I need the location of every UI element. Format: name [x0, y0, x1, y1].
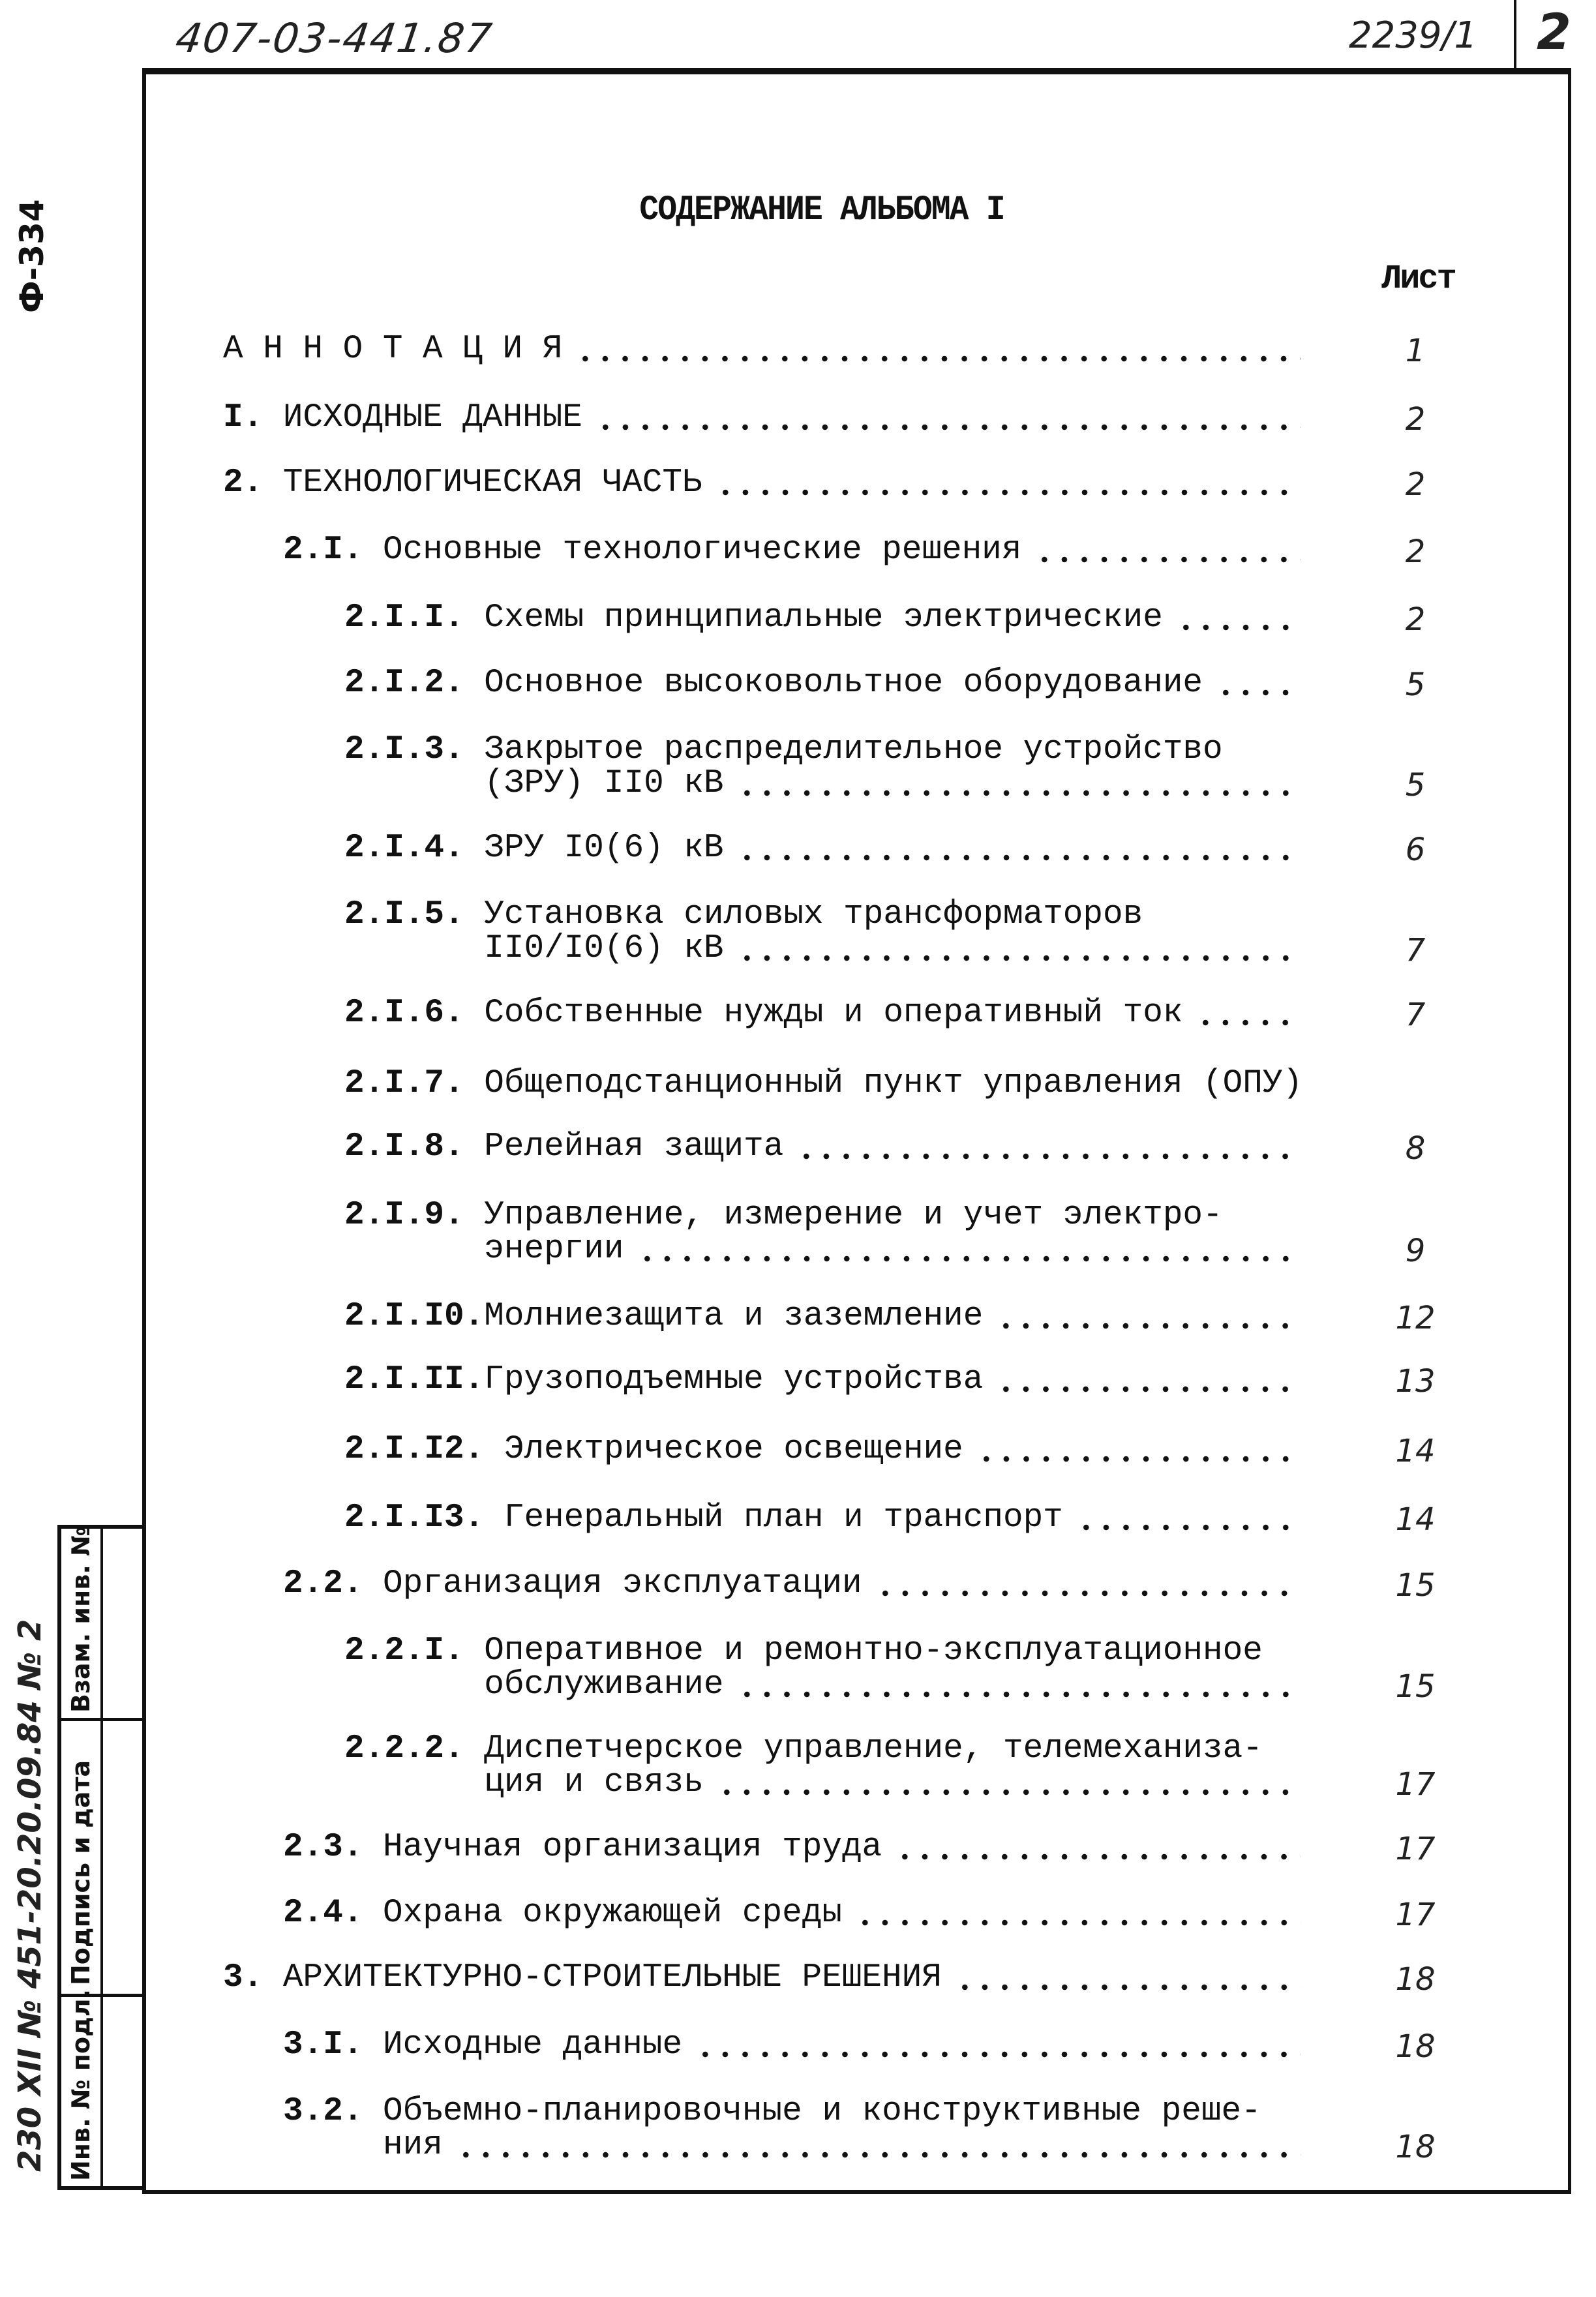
dot-leader: [695, 2050, 1301, 2058]
entry-number: I.: [223, 399, 283, 436]
entry-title: Основные технологические решения: [383, 532, 1022, 569]
dot-leader: [737, 1690, 1301, 1698]
entry-title: Релейная защита: [484, 1128, 784, 1165]
entry-number: 2.I.I.: [344, 599, 485, 637]
entry-page-number: 15: [1395, 1668, 1436, 1705]
toc-entry: [344, 1199, 1301, 1267]
dot-leader: [575, 355, 1301, 363]
entry-title: Оперативное и ремонтно-эксплуатационное: [484, 1632, 1263, 1670]
entry-title: Объемно-планировочные и конструктивные реше-: [383, 2093, 1261, 2130]
dot-leader: [1076, 1524, 1301, 1531]
entry-title: Организация эксплуатации: [383, 1565, 862, 1602]
document-code: 407-03-441.87: [172, 14, 496, 62]
entry-page-number: 2: [1405, 533, 1426, 570]
entry-page-number: 5: [1405, 767, 1426, 803]
toc-entry: [344, 1501, 1301, 1535]
entry-title: АРХИТЕКТУРНО-СТРОИТЕЛЬНЫЕ РЕШЕНИЯ: [282, 1959, 942, 1996]
entry-title: Научная организация труда: [383, 1829, 882, 1866]
entry-title: Охрана окружающей среды: [383, 1895, 842, 1932]
dot-leader: [737, 789, 1301, 797]
entry-page-number: 12: [1395, 1300, 1436, 1336]
toc-entry: [344, 832, 1301, 865]
toc-entry: [283, 533, 1301, 567]
toc-entry: [344, 1433, 1301, 1467]
entry-number: 2.I.: [283, 532, 384, 569]
toc-entry: [223, 1961, 1301, 1995]
dot-leader: [595, 423, 1301, 431]
toc-entry: [223, 466, 1301, 500]
entry-title: Собственные нужды и оперативный ток: [484, 995, 1183, 1032]
dot-leader: [996, 1322, 1301, 1330]
dot-leader: [796, 1152, 1301, 1160]
dot-leader: [1216, 689, 1301, 697]
entry-title: Управление, измерение и учет электро-: [484, 1197, 1223, 1234]
handwritten-note: 230 XII № 451-20.20.09.84 № 2: [12, 1619, 48, 2172]
entry-title: Основное высоковольтное оборудование: [484, 665, 1203, 702]
entry-page-number: 14: [1395, 1501, 1436, 1538]
dot-leader: [456, 2151, 1301, 2159]
entry-title: Диспетчерское управление, телемеханиза-: [484, 1730, 1263, 1767]
entry-title: II0/I0(6) кВ: [484, 930, 724, 967]
toc-entry: [344, 898, 1301, 966]
entry-title: Молниезащита и заземление: [484, 1298, 984, 1335]
entry-number: 2.I.8.: [344, 1128, 485, 1165]
stamp-label-signature: Подпись и дата: [67, 1760, 95, 1985]
entry-page-number: 7: [1405, 997, 1426, 1033]
entry-page-number: 18: [1395, 2028, 1436, 2065]
entry-number: 2.: [223, 464, 283, 502]
dot-leader: [895, 1853, 1301, 1861]
dot-leader: [737, 854, 1301, 862]
toc-entry: [344, 1300, 1301, 1334]
header-divider: [1514, 0, 1516, 68]
entry-page-number: 7: [1405, 932, 1426, 968]
toc-entry: [223, 333, 1301, 367]
entry-title: А Н Н О Т А Ц И Я: [223, 331, 563, 368]
entry-number: 2.3.: [283, 1829, 384, 1866]
entry-number: 2.I.I0.: [344, 1298, 485, 1335]
entry-number: 2.I.6.: [344, 995, 485, 1032]
entry-number: 2.I.I3.: [344, 1499, 504, 1537]
entry-title: Общеподстанционный пункт управления (ОПУ): [484, 1065, 1303, 1102]
entry-number: 2.I.4.: [344, 830, 485, 867]
dot-leader: [996, 1385, 1301, 1393]
entry-number: 2.I.2.: [344, 665, 485, 702]
entry-number: 2.2.2.: [344, 1730, 485, 1767]
entry-title: ция и связь: [484, 1764, 704, 1801]
entry-number: 2.2.: [283, 1565, 384, 1602]
entry-page-number: 14: [1395, 1433, 1436, 1469]
toc-entry: [283, 2095, 1301, 2163]
entry-title: ЗРУ I0(6) кВ: [484, 830, 724, 867]
entry-number: 2.I.3.: [344, 731, 485, 768]
dot-leader: [637, 1255, 1302, 1263]
dot-leader: [875, 1589, 1301, 1597]
sheet-code: 2239/1: [1349, 14, 1478, 57]
toc-entry: [344, 1634, 1301, 1702]
entry-page-number: 13: [1395, 1363, 1436, 1400]
entry-title: Грузоподъемные устройства: [484, 1361, 984, 1398]
entry-title: Схемы принципиальные электрические: [484, 599, 1163, 637]
entry-title: Установка силовых трансформаторов: [484, 896, 1143, 933]
entry-page-number: 15: [1395, 1567, 1436, 1604]
entry-title: ния: [383, 2127, 443, 2164]
entry-title: (ЗРУ) II0 кВ: [484, 765, 724, 802]
entry-number: 3.: [223, 1959, 283, 1996]
entry-page-number: 17: [1395, 1897, 1436, 1933]
entry-title: Закрытое распределительное устройство: [484, 731, 1223, 768]
entry-page-number: 5: [1405, 667, 1426, 703]
dot-leader: [717, 1788, 1301, 1796]
stamp-divider: [61, 1718, 143, 1721]
toc-entry: [344, 1732, 1301, 1800]
entry-number: 2.I.9.: [344, 1197, 485, 1234]
entry-page-number: 1: [1405, 333, 1426, 369]
entry-page-number: 6: [1405, 832, 1426, 868]
toc-entry: [344, 601, 1301, 635]
entry-title: Исходные данные: [383, 2026, 683, 2064]
sheet-number: 2: [1537, 3, 1571, 61]
entry-number: 2.I.II.: [344, 1361, 485, 1398]
toc-entry: [283, 1567, 1301, 1601]
entry-number: 2.I.7.: [344, 1065, 485, 1102]
page-title: СОДЕРЖАНИЕ АЛЬБОМА I: [639, 190, 1004, 230]
entry-page-number: 17: [1395, 1766, 1436, 1803]
entry-title: Электрическое освещение: [504, 1431, 963, 1468]
entry-number: 2.4.: [283, 1895, 384, 1932]
entry-page-number: 18: [1395, 1961, 1436, 1998]
toc-entry: [344, 1067, 1301, 1101]
entry-page-number: 17: [1395, 1831, 1436, 1867]
entry-number: 3.I.: [283, 2026, 384, 2064]
entry-title: энергии: [484, 1231, 624, 1268]
entry-number: 2.I.I2.: [344, 1431, 504, 1468]
entry-page-number: 2: [1405, 466, 1426, 503]
entry-title: Генеральный план и транспорт: [504, 1499, 1063, 1537]
dot-leader: [1196, 1019, 1301, 1027]
toc-entry: [283, 2028, 1301, 2062]
dot-leader: [1176, 623, 1301, 631]
stamp-label-replacement: Взам. инв. №: [67, 1526, 95, 1713]
entry-page-number: 2: [1405, 401, 1426, 438]
approval-stamp: [57, 1525, 143, 2190]
entry-number: 3.2.: [283, 2093, 384, 2130]
dot-leader: [737, 954, 1301, 962]
entry-page-number: 2: [1405, 601, 1426, 638]
stamp-label-inventory: Инв. № подл.: [67, 1989, 95, 2181]
toc-entry: [283, 1897, 1301, 1930]
toc-entry: [223, 401, 1301, 435]
dot-leader: [955, 1983, 1301, 1991]
toc-entry: [283, 1831, 1301, 1865]
dot-leader: [715, 488, 1301, 496]
dot-leader: [976, 1455, 1301, 1463]
entry-title: обслуживание: [484, 1666, 724, 1704]
entry-page-number: 9: [1405, 1233, 1426, 1269]
toc-entry: [344, 1130, 1301, 1164]
entry-title: ТЕХНОЛОГИЧЕСКАЯ ЧАСТЬ: [282, 464, 702, 502]
archive-code: Ф-334: [13, 199, 51, 313]
entry-number: 2.2.I.: [344, 1632, 485, 1670]
entry-page-number: 8: [1405, 1130, 1426, 1167]
dot-leader: [1034, 556, 1301, 563]
toc-entry: [344, 733, 1301, 801]
toc-entry: [344, 667, 1301, 700]
entry-title: ИСХОДНЫЕ ДАННЫЕ: [282, 399, 582, 436]
entry-page-number: 18: [1395, 2129, 1436, 2165]
sheet-column-header: Лист: [1381, 260, 1455, 298]
dot-leader: [855, 1919, 1301, 1927]
toc-entry: [344, 1363, 1301, 1397]
toc-entry: [344, 997, 1301, 1030]
entry-number: 2.I.5.: [344, 896, 485, 933]
